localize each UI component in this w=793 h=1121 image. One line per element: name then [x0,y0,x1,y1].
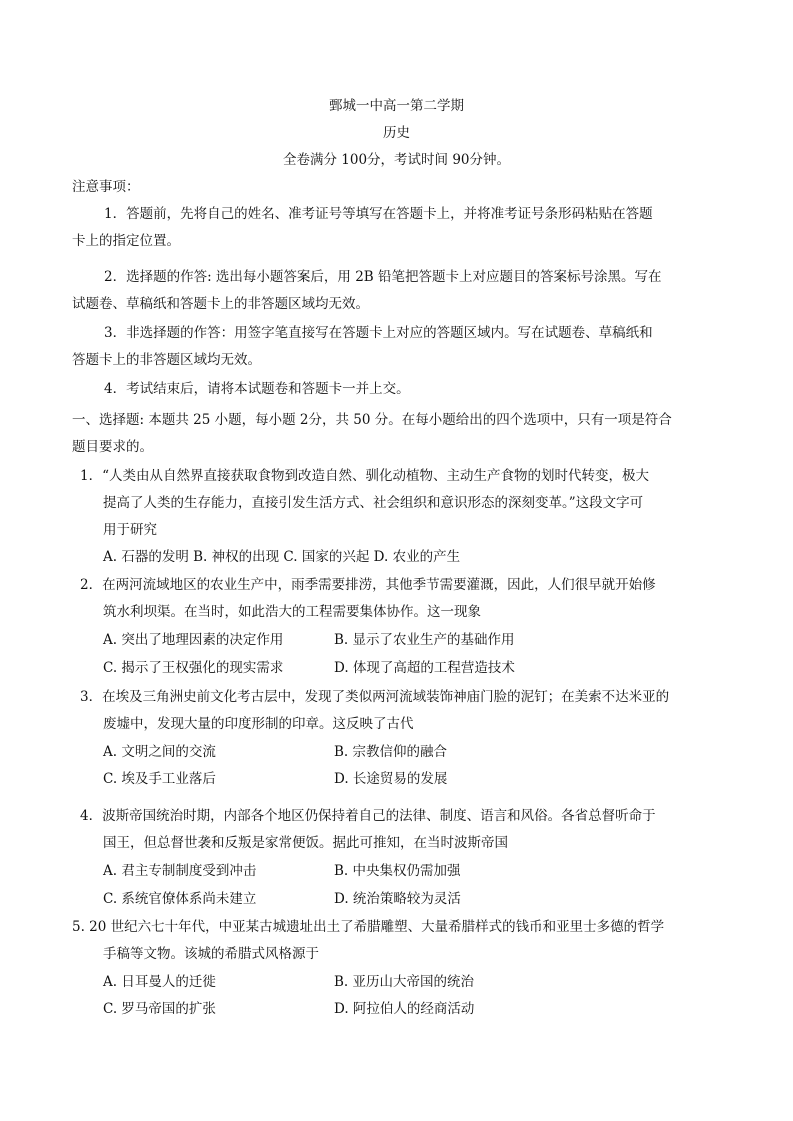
school-title: 鄄城一中高一第二学期 [329,98,464,114]
question-1-stem-end: 用于研究 [103,522,157,538]
question-5-option-a: A. 日耳曼人的迁徙 [103,974,216,990]
question-2-option-c: C. 揭示了王权强化的现实需求 [103,660,284,676]
question-4-stem: 4．波斯帝国统治时期，内部各个地区仍保持着自己的法律、制度、语言和风俗。各省总督听命于 [80,808,656,824]
question-2-option-a: A. 突出了地理因素的决定作用 [103,632,284,648]
subject-title: 历史 [383,125,410,141]
question-5-stem-cont: 手稿等文物。该城的希腊式风格源于 [103,946,319,962]
notice-item-2: 2．选择题的作答: 选出每小题答案后，用 2B 铅笔把答题卡上对应题目的答案标号涂黑。写在 [104,269,662,285]
notice-item-2-cont: 试题卷、草稿纸和答题卡上的非答题区域均无效。 [72,296,369,312]
question-5-option-d: D. 阿拉伯人的经商活动 [334,1001,475,1017]
question-2-stem-cont: 筑水利坝渠。在当时，如此浩大的工程需要集体协作。这一现象 [103,604,481,620]
question-1-stem: 1．“人类由从自然界直接获取食物到改造自然、驯化动植物、主动生产食物的划时代转变，极大 [80,468,649,484]
section-heading: 一、选择题: 本题共 25 小题，每小题 2分，共 50 分。在每小题给出的四个选项中，只有一项是符合 [72,412,672,428]
question-3-option-b: B. 宗教信仰的融合 [334,744,448,760]
question-3-option-c: C. 埃及手工业落后 [103,771,216,787]
question-4-option-a: A. 君主专制制度受到冲击 [103,863,257,879]
question-2-option-b: B. 显示了农业生产的基础作用 [334,632,515,648]
question-1-options: A. 石器的发明 B. 神权的出现 C. 国家的兴起 D. 农业的产生 [103,549,461,565]
notice-item-3: 3．非选择题的作答：用签字笔直接写在答题卡上对应的答题区域内。写在试题卷、草稿纸和 [104,325,653,341]
question-5-option-c: C. 罗马帝国的扩张 [103,1001,216,1017]
question-3-option-a: A. 文明之间的交流 [103,744,216,760]
question-5-option-b: B. 亚历山大帝国的统治 [334,974,475,990]
section-heading-cont: 题目要求的。 [72,439,153,455]
question-2-option-d: D. 体现了高超的工程营造技术 [334,660,515,676]
notice-item-1-cont: 卡上的指定位置。 [72,233,180,249]
question-2-stem: 2．在两河流域地区的农业生产中，雨季需要排涝，其他季节需要灌溉，因此，人们很早就开始修 [80,577,656,593]
question-4-stem-cont: 国王，但总督世袭和反叛是家常便饭。据此可推知，在当时波斯帝国 [103,835,508,851]
notice-item-4: 4．考试结束后，请将本试题卷和答题卡一并上交。 [104,381,410,397]
question-5-stem: 5. 20 世纪六七十年代，中亚某古城遗址出土了希腊雕塑、大量希腊样式的钱币和亚里士多德的哲学 [72,919,665,935]
question-4-option-c: C. 系统官僚体系尚未建立 [103,891,257,907]
question-4-option-b: B. 中央集权仍需加强 [334,863,461,879]
exam-info: 全卷满分 100分，考试时间 90分钟。 [282,152,511,168]
notice-item-1: 1．答题前，先将自己的姓名、准考证号等填写在答题卡上，并将准考证号条形码粘贴在答题 [104,206,653,222]
question-1-stem-cont: 提高了人类的生存能力，直接引发生活方式、社会组织和意识形态的深刻变革。”这段文字可 [103,495,644,511]
notice-item-3-cont: 答题卡上的非答题区域均无效。 [72,352,261,368]
question-3-stem-cont: 废墟中，发现大量的印度形制的印章。这反映了古代 [103,716,414,732]
question-4-option-d: D. 统治策略较为灵活 [334,891,461,907]
notice-title: 注意事项： [72,179,140,195]
question-3-option-d: D. 长途贸易的发展 [334,771,448,787]
question-3-stem: 3．在埃及三角洲史前文化考古层中，发现了类似两河流域装饰神庙门脸的泥钉；在美索不达米亚的 [80,689,670,705]
